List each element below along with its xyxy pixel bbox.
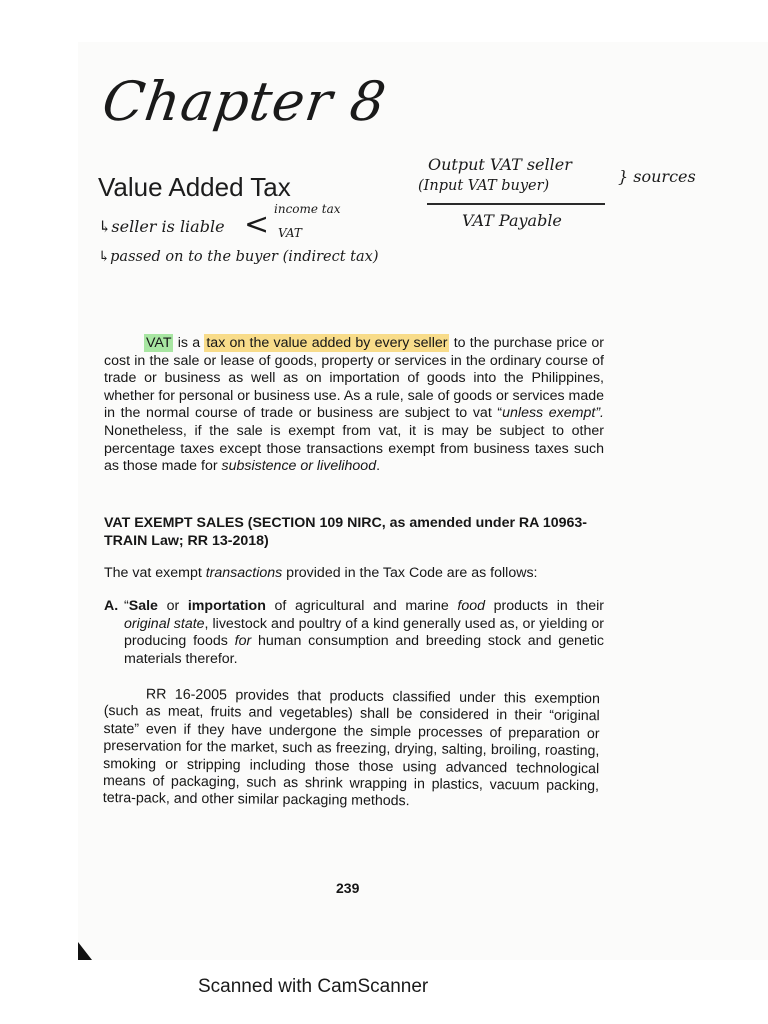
page-corner-shadow [78, 942, 92, 960]
formula-divider-line [427, 203, 605, 205]
exempt-intro-line: The vat exempt transactions provided in the Tax Code are as follows: [104, 565, 538, 581]
page-number: 239 [336, 880, 360, 896]
page-title: Value Added Tax [98, 172, 291, 202]
handwritten-bracket: < [244, 207, 270, 242]
handwritten-vat: VAT [278, 226, 302, 240]
handwritten-chapter-title: Chapter 8 [98, 70, 391, 133]
section-heading: VAT EXEMPT SALES (SECTION 109 NIRC, as amended under RA 10963-TRAIN Law; RR 13-2018) [104, 515, 588, 549]
handwritten-seller-liable: ↳seller is liable [98, 217, 225, 236]
handwritten-vat-payable: VAT Payable [462, 211, 562, 230]
definition-highlight: tax on the value added by every seller [206, 335, 448, 351]
list-item-a [104, 598, 604, 668]
rr-16-2005-paragraph: RR 16-2005 provides that products classified under this exemption (such as meat, fruits and vegetables) shall be considered in their “original state” even if they have undergone the simple processes of preparation or preservation for the market, such as freezing, drying, salting, broiling, roasting, smoking or stripping including those those using advanced technological means of packaging, such as shrink wrapping in plastics, vacuum packing, tetra-pack, and other similar packaging methods. [102, 686, 600, 810]
vat-highlight: VAT [146, 335, 172, 351]
scanner-watermark: Scanned with CamScanner [198, 976, 429, 997]
handwritten-income-tax: income tax [274, 202, 341, 216]
handwritten-output-vat: Output VAT seller [428, 155, 572, 174]
handwritten-input-vat: (Input VAT buyer) [418, 178, 550, 194]
handwritten-passed-on: ↳passed on to the buyer (indirect tax) [98, 249, 379, 265]
list-item-body: “Sale or importation of agricultural and marine food products in their original state, livestock and poultry of a kind generally used as, or yielding or producing foods for human consumption and breeding stock and genetic materials therefor. [124, 598, 605, 667]
vat-definition-paragraph: VAT is a tax on the value added by every seller to the purchase price or cost in the sale or lease of goods, property or services in the ordinary course of trade or business as well as on importation of goods into the Philippines, whether for personal or business use. As a rule, sale of goods or services made in the normal course of trade or business are subject to vat “unless exempt”. Nonetheless, if the sale is exempt from vat, it is may be subject to other percentage taxes except those transactions exempt from business taxes such as those made for subsistence or livelihood. [104, 335, 604, 475]
list-item-letter: A. [104, 598, 119, 614]
handwritten-sources: } sources [618, 167, 696, 186]
